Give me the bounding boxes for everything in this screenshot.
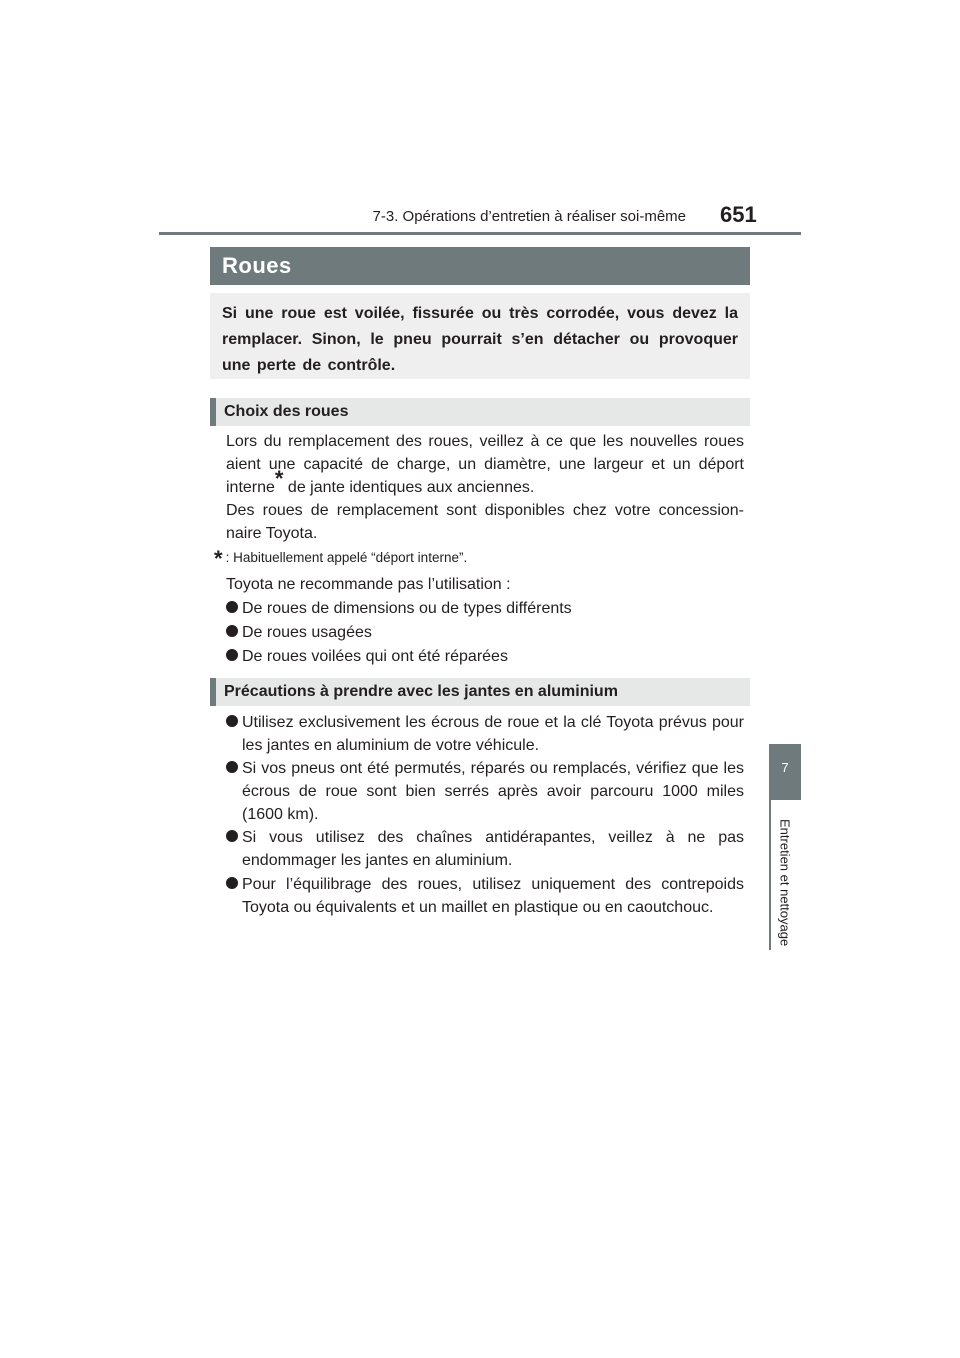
bullet-dot [226, 761, 238, 773]
list-item [226, 826, 744, 872]
list-item [226, 711, 744, 757]
bullet-dot [226, 877, 238, 889]
page-title: Roues [210, 247, 750, 285]
footnote-asterisk: * [214, 546, 223, 571]
list-item [226, 597, 744, 620]
list-item-text: Pour l’équilibrage des roues, utilisez uniquement des contrepoids Toyota ou équivalents et un maillet en plastique ou en caoutchouc. [242, 876, 744, 916]
footnote [214, 546, 467, 572]
wheel-choice-paragraph [226, 430, 744, 545]
asterisk-mark: * [274, 466, 284, 491]
wheel-choice-text-b: de jante identiques aux anciennes. [283, 479, 535, 496]
bullet-dot [226, 625, 238, 637]
chapter-tab: 7 [769, 744, 801, 800]
list-item-text: Utilisez exclusivement les écrous de roue et la clé Toyota prévus pour les jantes en aluminium de votre véhicule. [242, 714, 744, 754]
chapter-label-text: Entretien et nettoyage [777, 819, 793, 947]
recommendation-lead: Toyota ne recommande pas l’utilisation : [226, 576, 511, 593]
bullet-dot [226, 601, 238, 613]
section-header: 7-3. Opérations d’entretien à réaliser soi-même [372, 208, 686, 225]
section-heading-wheel-choice: Choix des roues [210, 398, 750, 426]
section-heading-aluminium: Précautions à prendre avec les jantes en aluminium [210, 678, 750, 706]
bullet-dot [226, 649, 238, 661]
list-item [226, 757, 744, 826]
list-item [226, 645, 744, 668]
list-item [226, 621, 744, 644]
footnote-text: : Habituellement appelé “déport interne”. [225, 550, 468, 565]
bullet-dot [226, 715, 238, 727]
page-number: 651 [720, 202, 757, 227]
wheel-choice-text [226, 430, 744, 499]
list-item-text: De roues voilées qui ont été réparées [242, 648, 508, 665]
list-item-text: De roues usagées [242, 624, 372, 641]
dealer-text: Des roues de remplacement sont disponibles chez votre concession-naire Toyota. [226, 502, 744, 542]
intro-text: Si une roue est voilée, fissurée ou très corrodée, vous devez la remplacer. Sinon, le pneu pourrait s’en détacher ou provoquer une perte de contrôle. [222, 305, 738, 374]
list-item-text: De roues de dimensions ou de types différents [242, 600, 572, 617]
list-item [226, 873, 744, 919]
list-item-text: Si vous utilisez des chaînes antidérapantes, veillez à ne pas endommager les jantes en aluminium. [242, 829, 744, 869]
intro-box [210, 293, 750, 379]
chapter-label [771, 808, 799, 958]
bullet-dot [226, 830, 238, 842]
header-rule [159, 232, 801, 235]
list-item-text: Si vos pneus ont été permutés, réparés ou remplacés, vérifiez que les écrous de roue sont bien serrés après avoir parcouru 1000 miles (1600 km). [242, 760, 744, 823]
wheel-choice-text-a: Lors du remplacement des roues, veillez à ce que les nouvelles roues aient une capacité de charge, un diamètre, une largeur et un déport interne [226, 433, 744, 496]
